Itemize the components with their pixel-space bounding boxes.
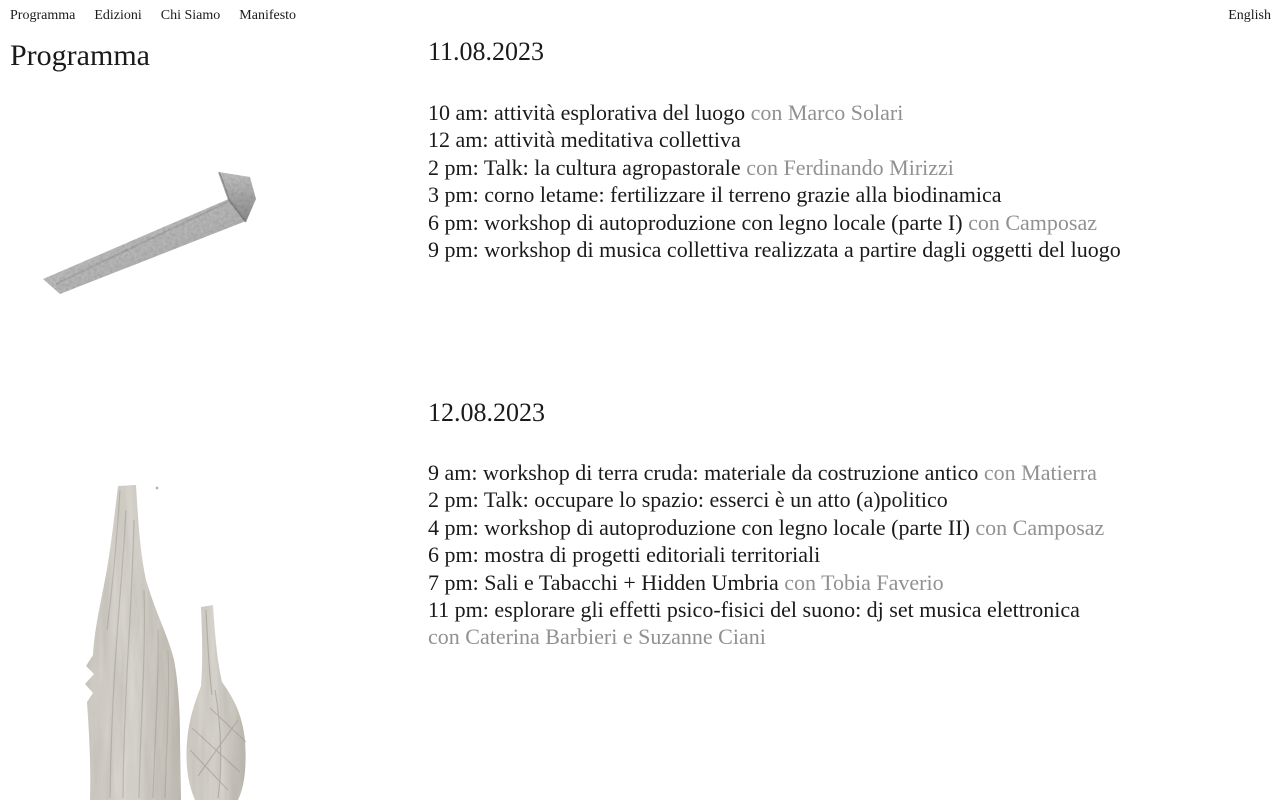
event-list-day-2 (428, 459, 1104, 651)
event-item (428, 236, 1121, 263)
event-item (428, 99, 1121, 126)
event-item (428, 569, 1104, 596)
event-text: 2 pm: Talk: la cultura agropastorale (428, 154, 741, 180)
event-item (428, 486, 1104, 513)
event-item (428, 459, 1104, 486)
event-text: 9 am: workshop di terra cruda: materiale da costruzione antico (428, 460, 979, 485)
event-text: 3 pm: corno letame: fertilizzare il terreno grazie alla biodinamica (428, 182, 1002, 208)
event-list-day-1 (428, 99, 1121, 263)
section-date-2: 12.08.2023 (428, 398, 545, 427)
event-text: 11 pm: esplorare gli effetti psico-fisici del suono: dj set musica elettronica (428, 597, 1080, 623)
event-credit: con Tobia Faverio (784, 569, 944, 595)
section-date-1: 11.08.2023 (428, 37, 545, 66)
nav-item-programma[interactable]: Programma (10, 8, 76, 23)
nav-item-manifesto[interactable]: Manifesto (239, 8, 297, 23)
event-text: 10 am: attività esplorativa del luogo (428, 100, 746, 125)
language-toggle-english[interactable]: English (1228, 8, 1271, 23)
event-item (428, 181, 1121, 208)
event-text: 4 pm: workshop di autoproduzione con legno locale (parte II) (428, 514, 970, 540)
event-text: 2 pm: Talk: occupare lo spazio: esserci è un atto (a)politico (428, 487, 948, 513)
event-credit: con Camposaz (968, 209, 1097, 235)
event-item (428, 596, 1104, 623)
event-text: 6 pm: workshop di autoproduzione con legno locale (parte I) (428, 209, 963, 235)
nav-item-chi-siamo[interactable]: Chi Siamo (160, 8, 221, 23)
event-item (428, 126, 1121, 153)
page-title: Programma (10, 39, 150, 72)
event-item (428, 514, 1104, 541)
event-text: 9 pm: workshop di musica collettiva realizzata a partire dagli oggetti del luogo (428, 237, 1121, 263)
event-text: 6 pm: mostra di progetti editoriali territoriali (428, 542, 821, 568)
nav-item-edizioni[interactable]: Edizioni (94, 8, 142, 23)
event-text: 7 pm: Sali e Tabacchi + Hidden Umbria (428, 569, 779, 595)
event-item (428, 154, 1121, 181)
event-credit: con Ferdinando Mirizzi (746, 154, 954, 180)
event-credit: con Matierra (983, 460, 1097, 485)
event-credit: con Caterina Barbieri e Suzanne Ciani (428, 624, 766, 650)
event-item (428, 623, 1104, 650)
event-text: 12 am: attività meditativa collettiva (428, 127, 741, 153)
nail-photo (38, 162, 258, 304)
wooden-objects-photo (60, 480, 260, 800)
event-item (428, 541, 1104, 568)
event-item (428, 209, 1121, 236)
event-credit: con Marco Solari (750, 100, 904, 125)
event-credit: con Camposaz (975, 514, 1105, 540)
top-navigation (10, 9, 1271, 23)
